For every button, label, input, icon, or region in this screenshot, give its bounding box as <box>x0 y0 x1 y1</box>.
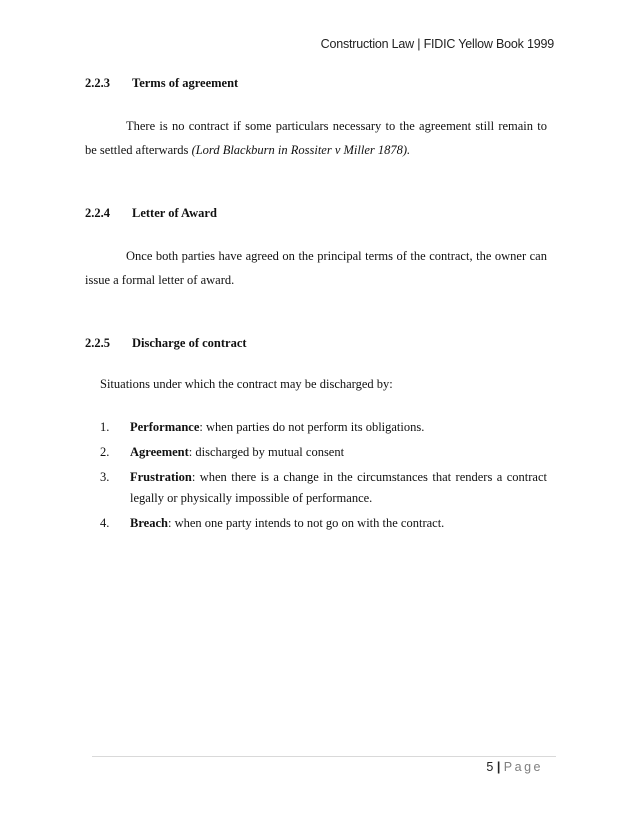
section-title: Terms of agreement <box>132 76 239 90</box>
list-text: : discharged by mutual consent <box>188 445 345 459</box>
section-paragraph-2-2-4 <box>85 244 547 292</box>
section-number: 2.2.3 <box>85 76 110 90</box>
discharge-list <box>100 417 547 538</box>
section-number: 2.2.5 <box>85 336 110 350</box>
section-number: 2.2.4 <box>85 206 110 220</box>
list-item <box>100 513 547 534</box>
page-number: 5 <box>486 760 494 774</box>
list-number: 3. <box>100 470 110 484</box>
list-number: 1. <box>100 420 110 434</box>
list-term: Frustration <box>130 470 192 484</box>
section-paragraph-2-2-3 <box>85 114 547 162</box>
list-term: Agreement <box>130 445 189 459</box>
case-citation: (Lord Blackburn in Rossiter v Miller 1878). <box>191 143 411 157</box>
list-number: 4. <box>100 516 110 530</box>
section-title: Letter of Award <box>132 206 217 220</box>
list-item <box>100 467 547 509</box>
section-intro-2-2-5: Situations under which the contract may be discharged by: <box>100 377 393 391</box>
list-number: 2. <box>100 445 110 459</box>
section-heading-2-2-5 <box>85 336 247 351</box>
running-header: Construction Law | FIDIC Yellow Book 1999 <box>320 37 554 51</box>
section-heading-2-2-4 <box>85 206 217 221</box>
list-term: Breach <box>130 516 168 530</box>
list-item <box>100 417 547 438</box>
list-item <box>100 442 547 463</box>
section-heading-2-2-3 <box>85 76 238 91</box>
footer-separator: | <box>496 760 501 774</box>
paragraph-text: Once both parties have agreed on the principal terms of the contract, the owner can issue a formal letter of award. <box>85 249 547 287</box>
paragraph-text: There is no contract if some particulars necessary to the agreement still remain to be settled afterwards <box>85 119 547 157</box>
list-term: Performance <box>130 420 200 434</box>
list-text: : when there is a change in the circumstances that renders a contract legally or physically impossible of performance. <box>130 470 547 505</box>
section-title: Discharge of contract <box>132 336 247 350</box>
page-footer <box>486 760 543 774</box>
list-text: : when parties do not perform its obligations. <box>199 420 425 434</box>
list-text: : when one party intends to not go on with the contract. <box>167 516 445 530</box>
page-label: Page <box>503 760 543 774</box>
footer-divider <box>92 756 556 757</box>
